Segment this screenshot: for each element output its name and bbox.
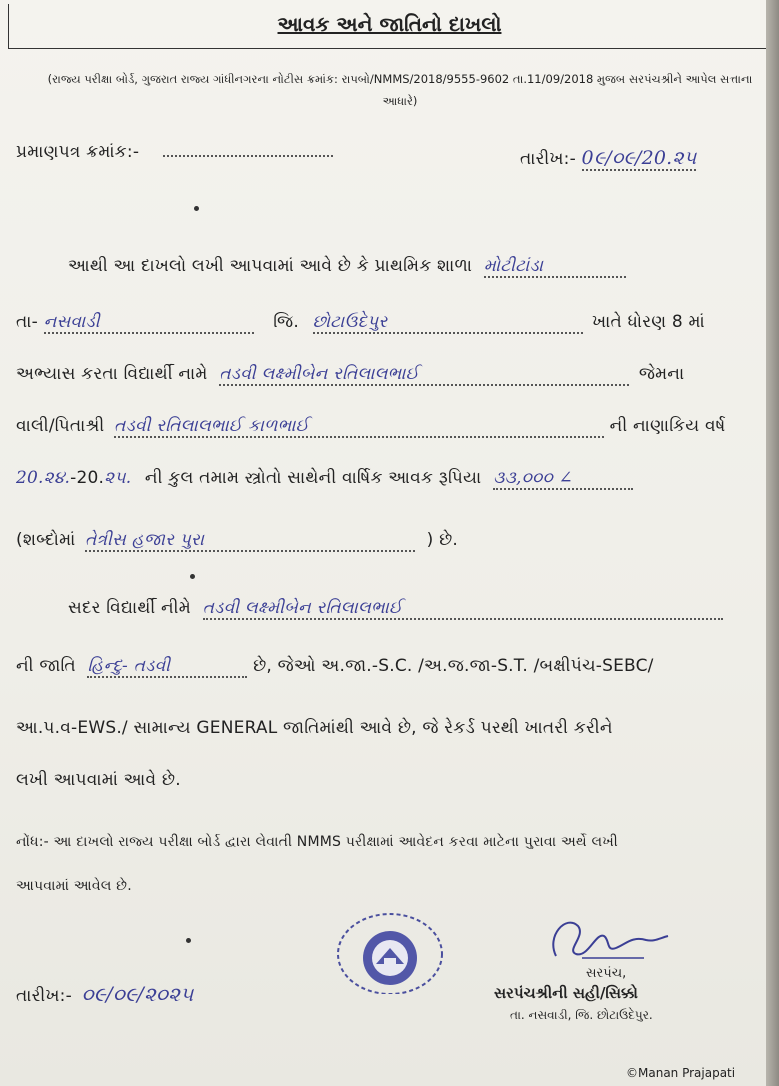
certificate-date-row xyxy=(520,147,696,171)
intro-row xyxy=(68,256,626,278)
intro-text: આથી આ દાખલો લખી આપવામાં આવે છે કે પ્રાથમિક શાળા xyxy=(68,256,473,276)
footer-date-value: ૦૯/૦૯/૨૦૨૫ xyxy=(81,982,194,1006)
caste-student-prefix: સદર વિદ્યાર્થી નીમે xyxy=(68,598,191,618)
caste-row xyxy=(16,656,654,678)
certificate-number-label: પ્રમાણપત્ર ક્રમાંક:- xyxy=(16,142,140,162)
income-value: ૩૩,૦૦૦ ∠ xyxy=(493,468,633,490)
sign-label: સરપંચશ્રીની સહી/સિક્કો xyxy=(494,984,638,1002)
district-prefix: જિ. xyxy=(273,312,299,332)
certificate-number-row xyxy=(16,142,333,162)
caste-line-issue: લખી આપવામાં આવે છે. xyxy=(16,770,181,790)
certificate-date-value: 0૯/૦૯/20.૨૫ xyxy=(581,147,697,169)
caste-student-name: તડવી લક્ષ્મીબેન રતિલાલભાઈ xyxy=(203,598,723,620)
sign-place: તા. નસવાડી, જિ. છોટાઉદેપુર. xyxy=(510,1008,653,1022)
document-title: આવક અને જાતિનો દાખલો xyxy=(277,12,502,36)
year-end: ૨૫. xyxy=(104,468,132,488)
student-prefix: અભ્યાસ કરતા વિદ્યાર્થી નામે xyxy=(16,364,208,384)
income-in-words: તેત્રીસ હજાર પુરા xyxy=(85,530,415,552)
footer-date-row xyxy=(16,982,193,1006)
location-row xyxy=(16,312,705,334)
school-name: મોટીટાંડા xyxy=(484,256,626,278)
income-row xyxy=(16,468,633,490)
note-line-1: નોંધ:- આ દાખલો રાજ્ય પરીક્ષા બોર્ડ દ્વારા લેવાતી NMMS પરીક્ષામાં આવેદન કરવા માટેના પુરાવા અર્થે લખી xyxy=(16,834,618,850)
certificate-date-label: તારીખ:- xyxy=(520,149,576,169)
taluka-prefix: તા- xyxy=(16,312,38,332)
background-edge xyxy=(766,0,779,1086)
year-start: 20.૨૪. xyxy=(16,468,71,488)
ink-dot xyxy=(186,938,191,943)
standard-text: ખાતે ધોરણ 8 માં xyxy=(592,312,705,332)
words-suffix: ) છે. xyxy=(426,530,459,550)
caste-line-general: આ.પ.વ-EWS./ સામાન્ય GENERAL જાતિમાંથી આવે છે, જે રેકર્ડ પરથી ખાતરી કરીને xyxy=(16,718,613,738)
caste-prefix: ની જાતિ xyxy=(16,656,76,676)
taluka-value: નસવાડી xyxy=(44,312,254,334)
image-credit: ©Manan Prajapati xyxy=(626,1066,736,1080)
caste-options: છે, જેઓ અ.જા.-S.C. /અ.જ.જા-S.T. /બક્ષીપંચ-SEBC/ xyxy=(253,656,654,676)
sarpanch-signature-icon xyxy=(536,906,676,970)
official-stamp-seal xyxy=(320,908,458,994)
note-line-2: આપવામાં આવેલ છે. xyxy=(16,878,132,894)
district-value: છોટાઉદેપુર xyxy=(313,312,583,334)
footer-date-label: તારીખ:- xyxy=(16,986,72,1006)
caste-value: હિન્દુ- તડવી xyxy=(87,656,247,678)
words-row xyxy=(16,530,458,552)
words-prefix: (શબ્દોમાં xyxy=(16,530,76,550)
caste-student-row xyxy=(68,598,723,620)
document-subtitle: (રાજ્ય પરીક્ષા બોર્ડ, ગુજરાત રાજ્ય ગાંધીનગરના નોટીસ ક્રમાંક: રાપબો/NMMS/2018/9555-9602 તા.11/09/2018 મુજબ સરપંચશ્રીને આપેલ સત્તાના આધારે) xyxy=(47,72,753,108)
financial-year-label: ની નાણાકિય વર્ષ xyxy=(609,416,726,436)
student-suffix: જેમના xyxy=(638,364,685,384)
income-text: ની કુલ તમામ સ્ત્રોતો સાથેની વાર્ષિક આવક રૂપિયા xyxy=(144,468,482,488)
guardian-prefix: વાલી/પિતાશ્રી xyxy=(16,416,105,436)
guardian-name: તડવી રતિલાલભાઈ કાળભાઈ xyxy=(114,416,604,438)
guardian-row xyxy=(16,416,725,438)
student-name: તડવી લક્ષ્મીબેન રતિલાલભાઈ xyxy=(219,364,629,386)
year-separator: -20. xyxy=(70,468,105,488)
ink-dot xyxy=(190,574,195,579)
sign-role: સરપંચ, xyxy=(586,966,627,981)
certificate-number-field xyxy=(163,155,333,157)
student-row xyxy=(16,364,684,386)
ink-dot xyxy=(194,206,199,211)
